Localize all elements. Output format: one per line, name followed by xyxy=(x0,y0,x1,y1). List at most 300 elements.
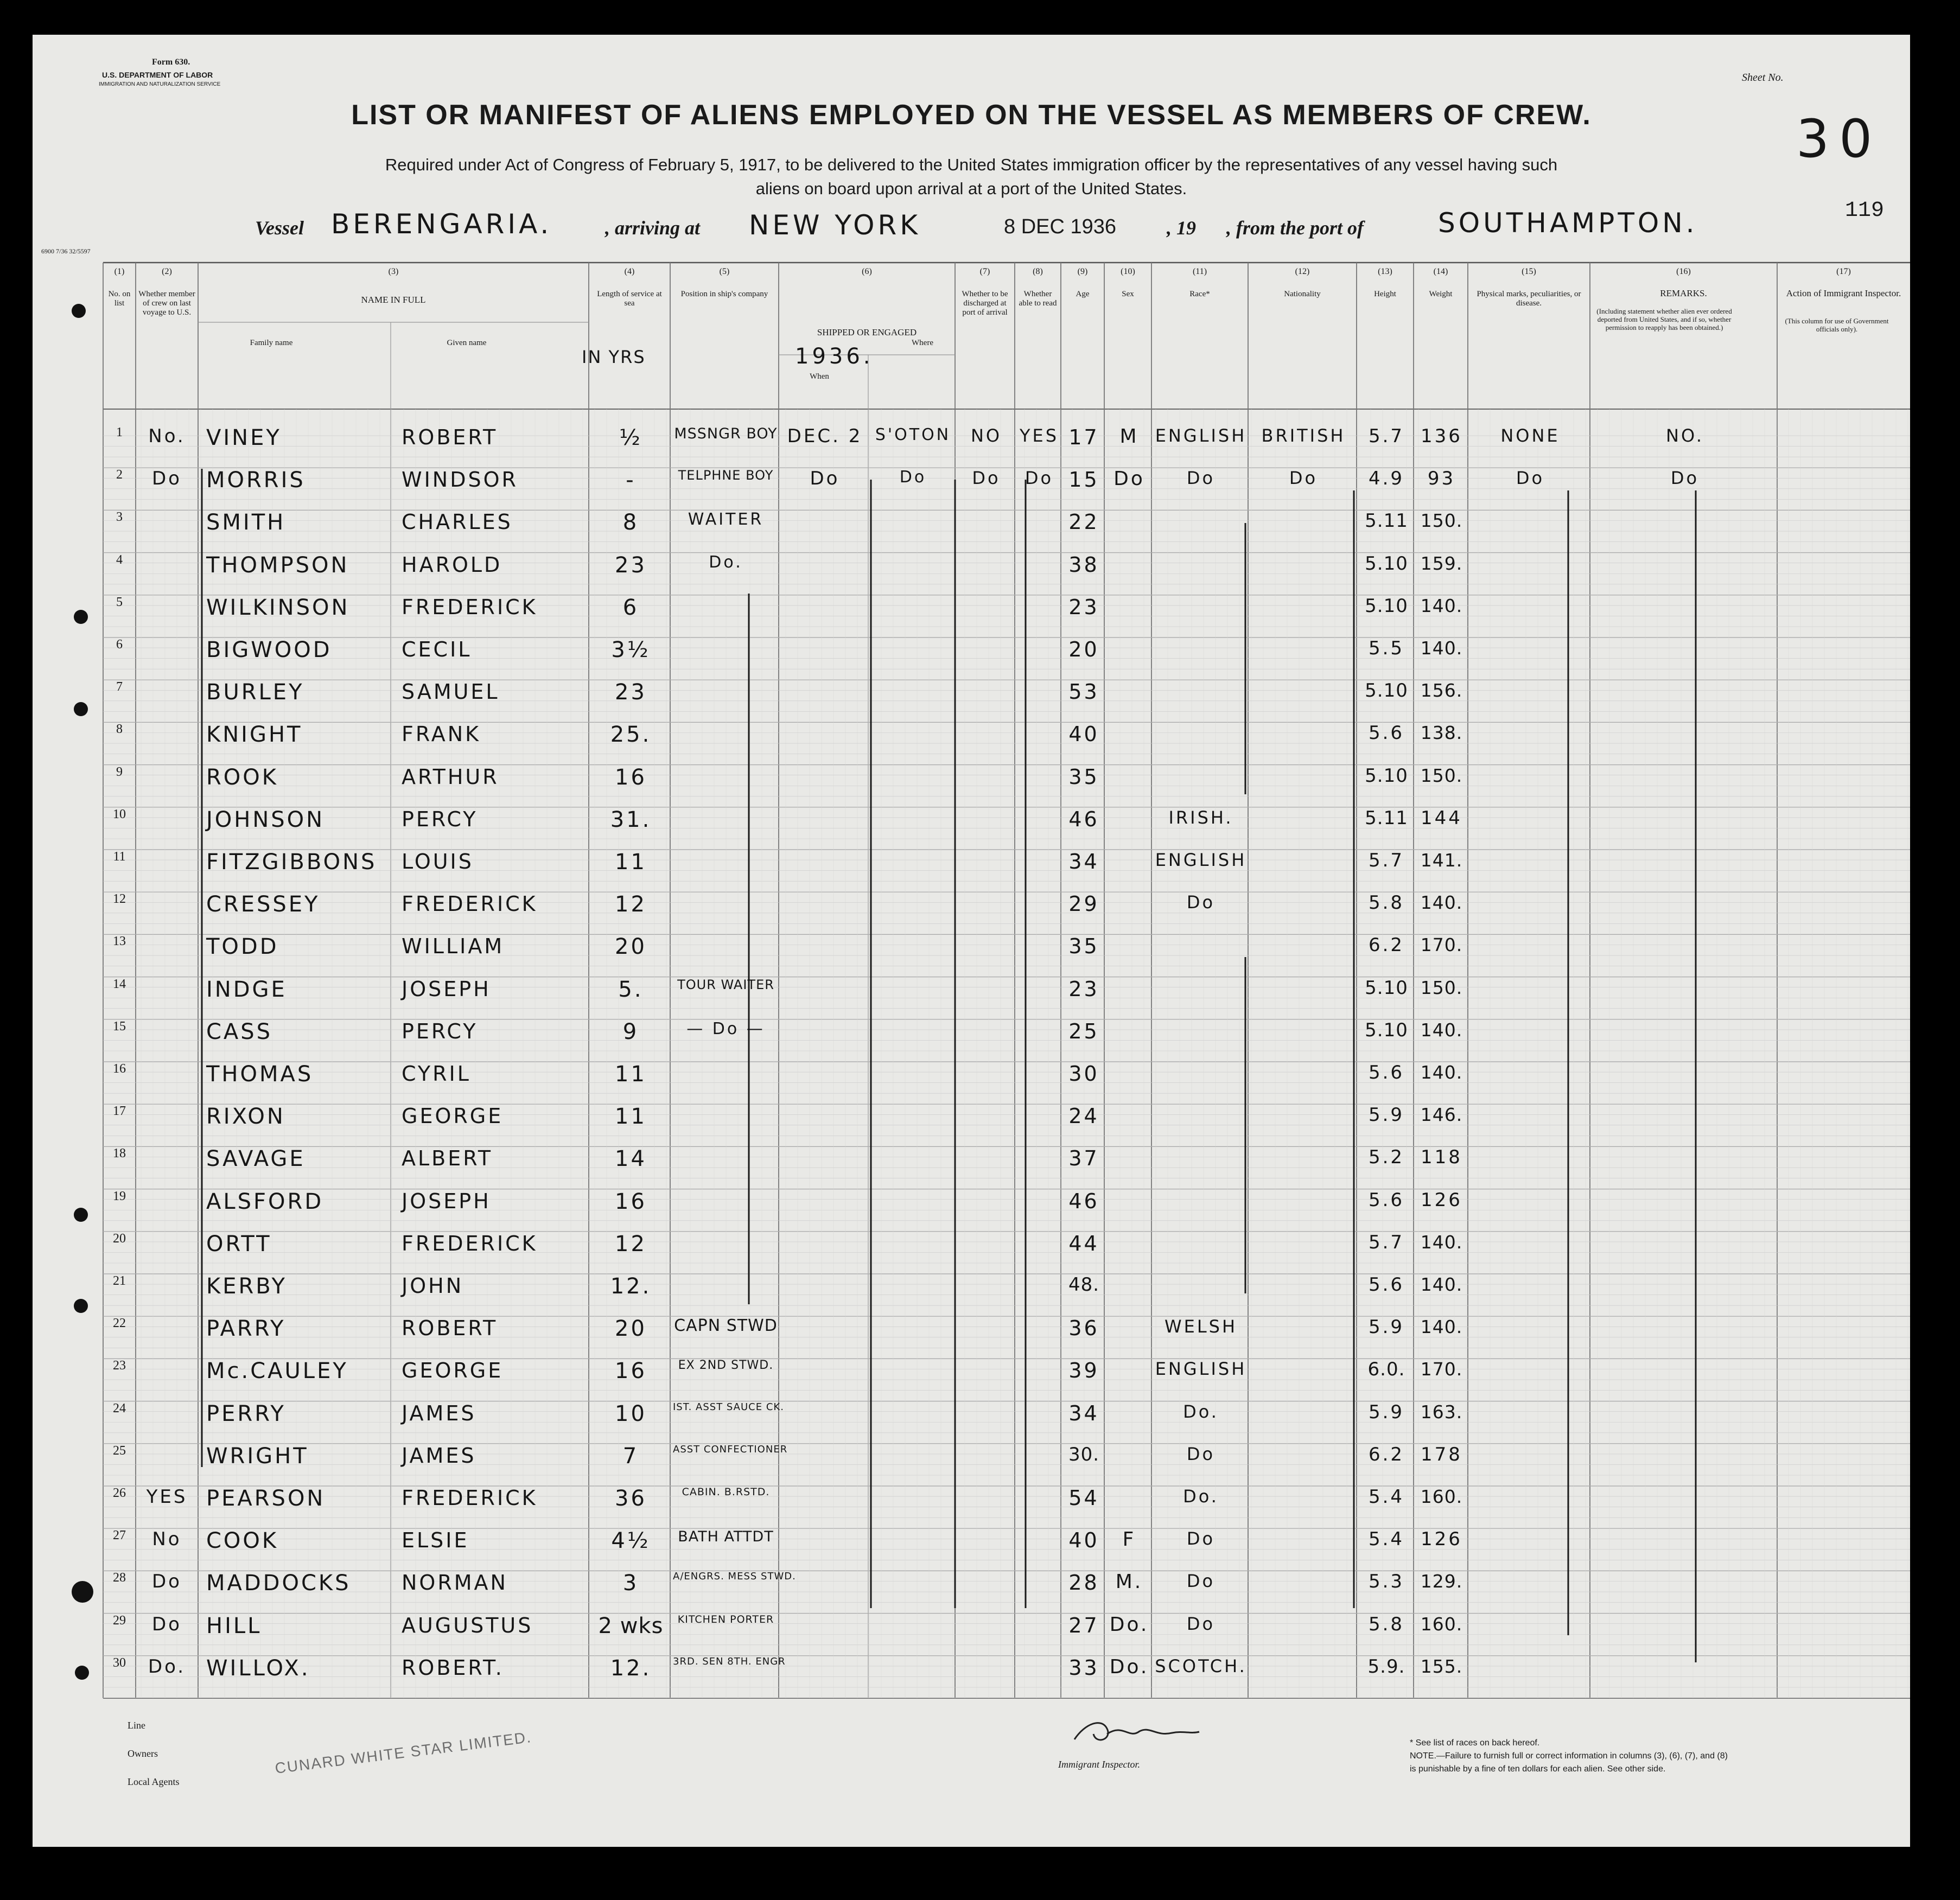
prev-voyage-cell: Do xyxy=(152,468,182,490)
punch-hole xyxy=(74,1208,88,1222)
family-name-cell: SMITH xyxy=(206,510,286,535)
column-number: (17) xyxy=(1836,267,1851,276)
given-name-cell: CYRIL xyxy=(402,1062,471,1086)
age-cell: 29 xyxy=(1068,892,1099,916)
height-cell: 5.4 xyxy=(1368,1528,1405,1551)
nationality-cell: Do xyxy=(1289,468,1318,489)
service-cell: 16 xyxy=(615,764,647,790)
position-cell: A/ENGRS. MESS STWD. xyxy=(673,1571,796,1583)
age-cell: 54 xyxy=(1068,1486,1099,1510)
weight-cell: 140. xyxy=(1420,892,1463,914)
service-cell: 8 xyxy=(622,510,639,535)
service-cell: - xyxy=(626,468,636,493)
given-name-cell: GEORGE xyxy=(402,1104,504,1128)
given-name-cell: FREDERICK xyxy=(402,1231,538,1255)
column-label: Sex xyxy=(1122,290,1134,298)
weight-cell: 150. xyxy=(1420,977,1463,998)
column-label: SHIPPED OR ENGAGED xyxy=(817,327,917,337)
punch-hole xyxy=(74,702,88,716)
position-cell: Do. xyxy=(709,552,743,572)
service-cell: 7 xyxy=(622,1443,639,1469)
given-name-cell: PERCY xyxy=(402,1019,478,1043)
column-number: (3) xyxy=(388,267,399,276)
given-name-cell: ROBERT xyxy=(402,1316,498,1341)
family-name-cell: PEARSON xyxy=(206,1486,326,1511)
vessel-label: Vessel xyxy=(255,217,304,239)
given-name-cell: GEORGE xyxy=(402,1359,504,1383)
age-cell: 30 xyxy=(1068,1062,1099,1086)
sex-cell: F xyxy=(1122,1528,1136,1551)
column-label: Whether member of crew on last voyage to U.S. xyxy=(138,290,195,317)
vessel-name: BERENGARIA. xyxy=(331,208,552,240)
position-cell: IST. ASST SAUCE CK. xyxy=(673,1401,784,1413)
position-cell: MSSNGR BOY xyxy=(674,425,778,442)
weight-cell: 140. xyxy=(1420,1316,1463,1338)
age-cell: 25 xyxy=(1068,1019,1099,1043)
column-label: Race* xyxy=(1189,290,1210,298)
height-cell: 5.10 xyxy=(1365,977,1408,999)
column-number: (14) xyxy=(1433,267,1448,276)
service-cell: 12. xyxy=(610,1655,652,1681)
height-cell: 6.2 xyxy=(1368,934,1405,957)
age-cell: 34 xyxy=(1068,1401,1099,1425)
age-cell: 40 xyxy=(1068,722,1099,747)
age-cell: 37 xyxy=(1068,1146,1099,1171)
column-label: No. on list xyxy=(108,290,131,308)
column-label: Position in ship's company xyxy=(680,290,768,298)
age-cell: 38 xyxy=(1068,552,1099,577)
shipped-where-cell: Do xyxy=(899,468,927,487)
row-number: 11 xyxy=(113,850,126,864)
position-cell: CABIN. B.RSTD. xyxy=(682,1486,770,1498)
inspector-label: Immigrant Inspector. xyxy=(1058,1759,1140,1770)
height-cell: 5.8 xyxy=(1368,892,1405,914)
race-cell: ENGLISH xyxy=(1155,850,1247,870)
family-name-cell: MORRIS xyxy=(206,468,306,493)
service-label: IMMIGRATION AND NATURALIZATION SERVICE xyxy=(99,81,221,87)
given-name-cell: FRANK xyxy=(402,722,481,747)
race-cell: Do. xyxy=(1183,1401,1219,1422)
prev-voyage-cell: No. xyxy=(148,425,186,447)
when-header: When xyxy=(810,372,829,381)
height-cell: 5.9 xyxy=(1368,1401,1405,1423)
weight-cell: 160. xyxy=(1420,1486,1463,1507)
column-number: (2) xyxy=(162,267,172,276)
shipped-when-cell: DEC. 2 xyxy=(787,425,863,447)
weight-cell: 140. xyxy=(1420,1019,1463,1041)
family-name-cell: ROOK xyxy=(206,764,278,790)
position-cell: ASST CONFECTIONER xyxy=(673,1443,788,1455)
family-name-cell: ORTT xyxy=(206,1231,272,1257)
family-name-cell: TODD xyxy=(206,934,279,960)
row-number: 1 xyxy=(116,425,123,439)
height-cell: 5.10 xyxy=(1365,1019,1408,1041)
age-cell: 15 xyxy=(1068,468,1099,492)
arriving-label: , arriving at xyxy=(605,217,701,239)
service-cell: 20 xyxy=(615,1316,647,1342)
given-name-cell: AUGUSTUS xyxy=(402,1613,533,1637)
sheet-label: Sheet No. xyxy=(1742,72,1784,84)
height-cell: 6.2 xyxy=(1368,1443,1405,1465)
discharged-cell: Do xyxy=(972,468,1001,489)
row-number: 4 xyxy=(116,552,123,567)
from-port-label: , from the port of xyxy=(1226,217,1364,239)
given-name-cell: SAMUEL xyxy=(402,680,500,704)
height-cell: 5.11 xyxy=(1365,807,1408,829)
inspector-signature xyxy=(1064,1712,1205,1756)
service-cell: 12. xyxy=(610,1274,652,1299)
position-cell: EX 2ND STWD. xyxy=(678,1359,774,1373)
service-cell: 20 xyxy=(615,934,647,960)
column-number: (15) xyxy=(1522,267,1536,276)
family-name-cell: WILKINSON xyxy=(206,595,350,620)
races-note: * See list of races on back hereof. xyxy=(1410,1738,1540,1748)
weight-cell: 159. xyxy=(1420,552,1463,574)
line-label: Line xyxy=(128,1720,145,1731)
height-cell: 5.9 xyxy=(1368,1104,1405,1126)
given-name-cell: FREDERICK xyxy=(402,892,538,916)
weight-cell: 163. xyxy=(1420,1401,1463,1423)
weight-cell: 118 xyxy=(1421,1146,1462,1169)
service-cell: 3 xyxy=(622,1571,639,1596)
column-label: Height xyxy=(1374,290,1396,298)
prev-voyage-cell: YES xyxy=(146,1486,188,1508)
race-cell: IRISH. xyxy=(1168,807,1233,828)
arrival-port: NEW YORK xyxy=(749,209,921,241)
weight-cell: 138. xyxy=(1420,722,1463,744)
weight-cell: 140. xyxy=(1420,1062,1463,1083)
column-number: (16) xyxy=(1676,267,1691,276)
family-name-cell: ALSFORD xyxy=(206,1189,324,1214)
race-cell: Do xyxy=(1186,1443,1216,1464)
age-cell: 20 xyxy=(1068,637,1099,661)
service-cell: 5. xyxy=(618,977,644,1002)
age-cell: 23 xyxy=(1068,977,1099,1001)
given-name-cell: WINDSOR xyxy=(402,468,518,492)
family-name-cell: BURLEY xyxy=(206,680,304,705)
column-number: (8) xyxy=(1033,267,1043,276)
age-cell: 24 xyxy=(1068,1104,1099,1128)
column-label: Action of Immigrant Inspector. xyxy=(1786,288,1901,298)
service-cell: 16 xyxy=(615,1359,647,1384)
sex-cell: M. xyxy=(1115,1571,1143,1593)
row-number: 15 xyxy=(113,1019,126,1034)
remarks-note: (Including statement whether alien ever ordered deported from United States, and if so, whether permission to reapply has been obtained.) xyxy=(1596,307,1732,331)
height-cell: 5.10 xyxy=(1365,595,1408,617)
shipped-where-cell: S'OTON xyxy=(875,425,951,444)
height-cell: 5.4 xyxy=(1368,1486,1405,1508)
family-name-cell: PARRY xyxy=(206,1316,286,1342)
family-name-cell: THOMAS xyxy=(206,1062,314,1087)
discharged-cell: NO xyxy=(970,425,1002,446)
prev-voyage-cell: No xyxy=(152,1528,182,1551)
sex-cell: Do. xyxy=(1109,1655,1149,1678)
column-number: (9) xyxy=(1077,267,1088,276)
given-name-cell: JAMES xyxy=(402,1443,476,1468)
nationality-cell: BRITISH xyxy=(1261,425,1346,446)
row-number: 19 xyxy=(113,1189,126,1203)
given-name-cell: FREDERICK xyxy=(402,595,538,619)
age-cell: 35 xyxy=(1068,934,1099,959)
weight-cell: 93 xyxy=(1427,468,1456,490)
service-cell: 36 xyxy=(615,1486,647,1511)
given-name-header: Given name xyxy=(447,339,487,347)
weight-cell: 126 xyxy=(1421,1528,1462,1551)
service-cell: 3½ xyxy=(611,637,651,662)
age-cell: 22 xyxy=(1068,510,1099,534)
age-cell: 35 xyxy=(1068,764,1099,789)
column-number: (10) xyxy=(1121,267,1135,276)
column-number: (1) xyxy=(114,267,125,276)
weight-cell: 141. xyxy=(1420,850,1463,871)
department-label: U.S. DEPARTMENT OF LABOR xyxy=(102,71,213,79)
physical-marks-cell: Do xyxy=(1516,468,1545,489)
sheet-number: 30 xyxy=(1796,109,1882,169)
weight-cell: 146. xyxy=(1420,1104,1463,1126)
weight-cell: 170. xyxy=(1420,934,1463,956)
owners-stamp: CUNARD WHITE STAR LIMITED. xyxy=(274,1728,533,1777)
height-cell: 5.10 xyxy=(1365,764,1408,787)
age-cell: 28 xyxy=(1068,1571,1099,1595)
form-number: Form 630. xyxy=(152,58,190,67)
weight-cell: 150. xyxy=(1420,764,1463,786)
family-name-cell: Mc.CAULEY xyxy=(206,1359,348,1384)
weight-cell: 136 xyxy=(1421,425,1462,447)
service-cell: 16 xyxy=(615,1189,647,1214)
prev-voyage-cell: Do. xyxy=(148,1655,186,1678)
height-cell: 4.9 xyxy=(1368,468,1405,490)
row-number: 7 xyxy=(116,680,123,694)
when-year-value: 1936. xyxy=(795,344,874,369)
height-cell: 5.7 xyxy=(1368,1231,1405,1253)
fine-note-line-1: NOTE.—Failure to furnish full or correct information in columns (3), (6), (7), and (8) xyxy=(1410,1751,1728,1761)
service-cell: 11 xyxy=(615,1062,647,1087)
column-label: Nationality xyxy=(1284,290,1321,298)
row-number: 12 xyxy=(113,892,126,907)
given-name-cell: JOSEPH xyxy=(402,977,491,1001)
height-cell: 5.6 xyxy=(1368,722,1405,744)
given-name-cell: HAROLD xyxy=(402,552,502,577)
given-name-cell: JAMES xyxy=(402,1401,476,1425)
date-stamp: 8 DEC 1936 xyxy=(1004,215,1117,238)
owners-label: Owners xyxy=(128,1748,158,1759)
family-name-cell: BIGWOOD xyxy=(206,637,332,662)
family-name-cell: CRESSEY xyxy=(206,892,320,917)
family-name-cell: MADDOCKS xyxy=(206,1571,351,1596)
column-label: Length of service at sea xyxy=(597,290,662,308)
given-name-cell: JOHN xyxy=(402,1274,464,1298)
position-cell: — Do — xyxy=(686,1019,765,1038)
row-number: 10 xyxy=(113,807,126,821)
given-name-cell: NORMAN xyxy=(402,1571,508,1595)
race-cell: Do xyxy=(1186,892,1216,913)
race-cell: ENGLISH xyxy=(1155,425,1247,446)
age-cell: 48. xyxy=(1068,1274,1100,1296)
service-cell: 4½ xyxy=(611,1528,651,1554)
weight-cell: 126 xyxy=(1421,1189,1462,1211)
family-name-cell: PERRY xyxy=(206,1401,286,1426)
remarks-cell: Do xyxy=(1670,468,1700,489)
age-cell: 44 xyxy=(1068,1231,1099,1255)
age-cell: 30. xyxy=(1068,1443,1100,1465)
service-unit: IN YRS xyxy=(582,347,646,367)
height-cell: 5.7 xyxy=(1368,425,1405,447)
family-name-cell: HILL xyxy=(206,1613,262,1638)
row-number: 6 xyxy=(116,637,123,652)
row-number: 13 xyxy=(113,934,126,949)
column-label: Weight xyxy=(1429,290,1453,298)
column-number: (12) xyxy=(1295,267,1310,276)
race-cell: Do xyxy=(1186,1613,1216,1634)
weight-cell: 155. xyxy=(1420,1655,1463,1677)
punch-hole xyxy=(75,1666,89,1680)
position-cell: TELPHNE BOY xyxy=(678,468,774,483)
punch-hole xyxy=(74,610,88,624)
given-name-cell: CHARLES xyxy=(402,510,513,534)
race-cell: Do. xyxy=(1183,1486,1219,1507)
column-label: Whether to be discharged at port of arrival xyxy=(962,290,1008,317)
service-cell: 6 xyxy=(622,595,639,620)
family-name-cell: INDGE xyxy=(206,977,287,1002)
row-number: 23 xyxy=(113,1359,126,1373)
weight-cell: 140. xyxy=(1420,1274,1463,1295)
prev-voyage-cell: Do xyxy=(152,1571,182,1593)
page-title: LIST OR MANIFEST OF ALIENS EMPLOYED ON THE VESSEL AS MEMBERS OF CREW. xyxy=(351,99,1592,131)
given-name-cell: ROBERT. xyxy=(402,1655,504,1680)
given-name-cell: JOSEPH xyxy=(402,1189,491,1213)
height-cell: 5.3 xyxy=(1368,1571,1405,1593)
height-cell: 5.6 xyxy=(1368,1189,1405,1211)
age-cell: 34 xyxy=(1068,850,1099,874)
weight-cell: 156. xyxy=(1420,680,1463,702)
column-number: (13) xyxy=(1378,267,1392,276)
age-cell: 27 xyxy=(1068,1613,1099,1637)
service-cell: 12 xyxy=(615,892,647,917)
service-cell: 23 xyxy=(615,680,647,705)
race-cell: Do xyxy=(1186,468,1216,489)
prev-voyage-cell: Do xyxy=(152,1613,182,1635)
column-number: (6) xyxy=(862,267,872,276)
given-name-cell: ALBERT xyxy=(402,1146,493,1171)
service-cell: 23 xyxy=(615,552,647,578)
column-label: Physical marks, peculiarities, or disease. xyxy=(1477,290,1581,308)
family-name-cell: COOK xyxy=(206,1528,279,1554)
height-cell: 5.9. xyxy=(1367,1655,1405,1678)
row-number: 29 xyxy=(113,1613,126,1628)
race-cell: SCOTCH. xyxy=(1155,1655,1247,1676)
given-name-cell: FREDERICK xyxy=(402,1486,538,1510)
family-name-cell: WRIGHT xyxy=(206,1443,309,1469)
given-name-cell: PERCY xyxy=(402,807,478,831)
weight-cell: 160. xyxy=(1420,1613,1463,1635)
family-name-cell: JOHNSON xyxy=(206,807,325,832)
print-code: 6900 7/36 32/5597 xyxy=(41,247,91,255)
height-cell: 5.5 xyxy=(1368,637,1405,659)
age-cell: 36 xyxy=(1068,1316,1099,1341)
punch-hole xyxy=(74,1299,88,1313)
row-number: 26 xyxy=(113,1486,126,1500)
row-number: 20 xyxy=(113,1231,126,1246)
manifest-sheet xyxy=(33,35,1910,1847)
height-cell: 5.10 xyxy=(1365,552,1408,575)
row-number: 27 xyxy=(113,1528,126,1543)
given-name-cell: ELSIE xyxy=(402,1528,469,1553)
given-name-cell: ARTHUR xyxy=(402,764,499,789)
row-number: 28 xyxy=(113,1571,126,1585)
service-cell: 25. xyxy=(610,722,652,748)
column-label: REMARKS. xyxy=(1660,288,1707,298)
row-number: 3 xyxy=(116,510,123,525)
remarks-cell: NO. xyxy=(1666,425,1704,446)
height-cell: 5.11 xyxy=(1365,510,1408,532)
departure-port: SOUTHAMPTON. xyxy=(1438,207,1698,239)
weight-cell: 150. xyxy=(1420,510,1463,532)
column-number: (7) xyxy=(979,267,990,276)
row-number: 30 xyxy=(113,1655,126,1670)
column-number: (5) xyxy=(719,267,730,276)
age-cell: 39 xyxy=(1068,1359,1099,1383)
height-cell: 5.7 xyxy=(1368,850,1405,871)
race-cell: Do xyxy=(1186,1528,1216,1550)
able-to-read-cell: YES xyxy=(1019,425,1059,446)
weight-cell: 140. xyxy=(1420,637,1463,659)
race-cell: WELSH xyxy=(1164,1316,1238,1337)
height-cell: 5.8 xyxy=(1368,1613,1405,1635)
weight-cell: 140. xyxy=(1420,1231,1463,1253)
year-label: , 19 xyxy=(1167,217,1196,239)
row-number: 22 xyxy=(113,1316,126,1331)
row-number: 14 xyxy=(113,977,126,991)
age-cell: 17 xyxy=(1068,425,1099,449)
row-number: 9 xyxy=(116,764,123,779)
family-name-cell: SAVAGE xyxy=(206,1146,306,1172)
row-number: 16 xyxy=(113,1062,126,1076)
row-number: 21 xyxy=(113,1274,126,1288)
family-name-header: Family name xyxy=(250,339,293,347)
service-cell: ½ xyxy=(619,425,642,450)
height-cell: 5.10 xyxy=(1365,680,1408,702)
family-name-cell: KERBY xyxy=(206,1274,287,1299)
row-number: 17 xyxy=(113,1104,126,1119)
position-cell: KITCHEN PORTER xyxy=(677,1613,774,1625)
column-number: (4) xyxy=(624,267,635,276)
age-cell: 46 xyxy=(1068,807,1099,831)
shipped-when-cell: Do xyxy=(810,468,840,490)
weight-cell: 178 xyxy=(1421,1443,1462,1465)
height-cell: 5.9 xyxy=(1368,1316,1405,1338)
given-name-cell: WILLIAM xyxy=(402,934,505,959)
able-to-read-cell: Do xyxy=(1024,468,1054,489)
sex-cell: Do. xyxy=(1109,1613,1149,1636)
where-header: Where xyxy=(912,339,933,347)
height-cell: 6.0. xyxy=(1367,1359,1405,1381)
family-name-cell: THOMPSON xyxy=(206,552,349,578)
family-name-cell: VINEY xyxy=(206,425,282,450)
row-number: 25 xyxy=(113,1443,126,1458)
age-cell: 33 xyxy=(1068,1655,1099,1680)
family-name-cell: FITZGIBBONS xyxy=(206,850,377,875)
race-cell: Do xyxy=(1186,1571,1216,1592)
subtitle-line-2: aliens on board upon arrival at a port of the United States. xyxy=(755,179,1187,198)
service-cell: 2 wks xyxy=(598,1613,664,1638)
row-number: 8 xyxy=(116,722,123,737)
punch-hole xyxy=(72,304,86,318)
service-cell: 9 xyxy=(622,1019,639,1044)
weight-cell: 140. xyxy=(1420,595,1463,616)
position-cell: TOUR WAITER xyxy=(677,977,774,992)
service-cell: 31. xyxy=(610,807,652,832)
age-cell: 40 xyxy=(1068,1528,1099,1553)
